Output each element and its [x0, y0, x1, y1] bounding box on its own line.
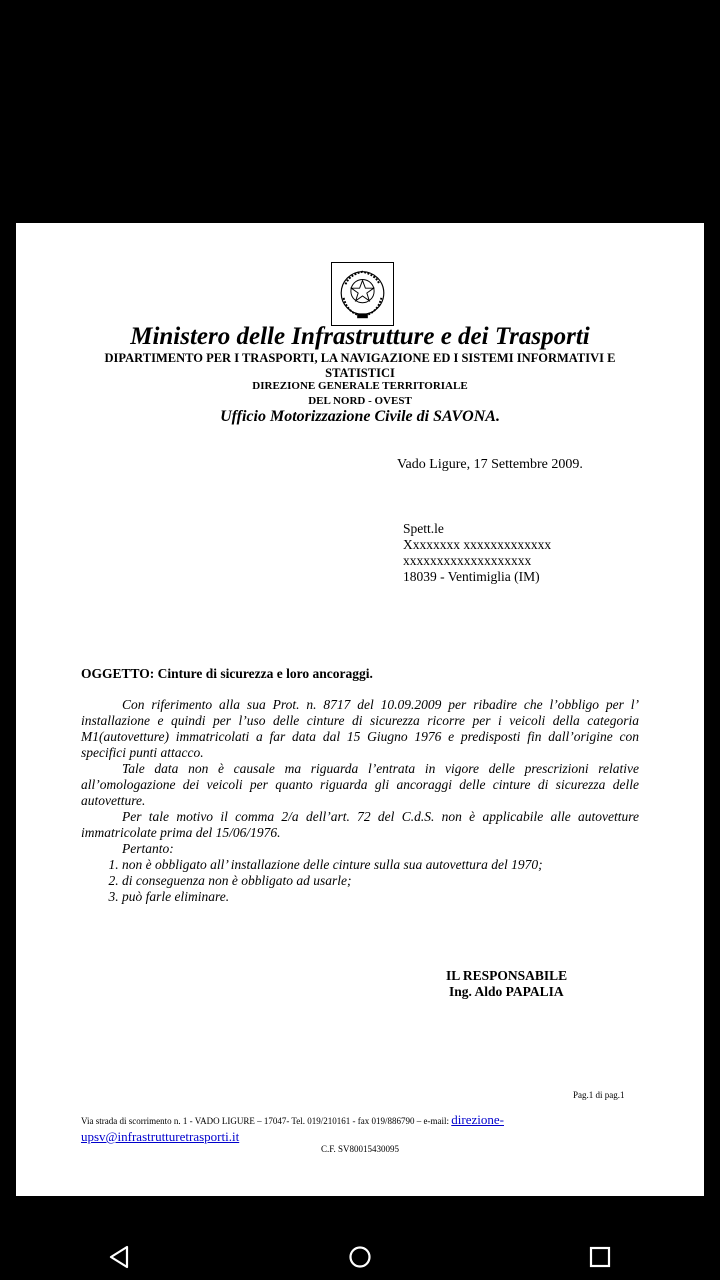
footer-address [81, 1112, 641, 1146]
letter-body [81, 697, 639, 905]
conclusion-list [81, 857, 639, 905]
letter-date: Vado Ligure, 17 Settembre 2009. [397, 457, 583, 472]
ministry-title: Ministero delle Infrastrutture e dei Trasporti [130, 323, 590, 350]
back-triangle-icon[interactable] [107, 1244, 133, 1270]
paragraph-1: Con riferimento alla sua Prot. n. 8717 del 10.09.2009 per ribadire che l’obbligo per l’ installazione e quindi per l’uso delle cinture di sicurezza ricorre per i veicoli della categoria M1(autovetture) immatricolati a far data dal 15 Giugno 1976 e predisposti fin dall’origine con specifici punti attacco. [81, 697, 639, 760]
paragraph-4: Pertanto: [122, 841, 174, 856]
recipient-street: xxxxxxxxxxxxxxxxxxx [403, 553, 532, 568]
list-item: 3. può farle eliminare. [122, 889, 639, 905]
recipient-salutation: Spett.le [403, 521, 444, 536]
footer-address-text: Via strada di scorrimento n. 1 - VADO LIGURE – 17047- Tel. 019/210161 - fax 019/886790 – e-mail: [81, 1116, 452, 1126]
home-circle-icon[interactable] [347, 1244, 373, 1270]
recipient-city: 18039 - Ventimiglia (IM) [403, 569, 540, 584]
recipient-name: Xxxxxxxx xxxxxxxxxxxxx [403, 537, 552, 552]
navigation-bar [0, 1232, 720, 1280]
paragraph-2: Tale data non è causale ma riguarda l’entrata in vigore delle prescrizioni relative all’omologazione dei veicoli per quanto riguarda gli ancoraggi delle cinture di sicurezza delle autovetture. [81, 761, 639, 808]
email-link-part2[interactable]: upsv@infrastrutturetrasporti.it [81, 1129, 240, 1144]
recents-square-icon[interactable] [587, 1244, 613, 1270]
email-link-part1[interactable]: direzione- [451, 1112, 504, 1127]
page-number: Pag.1 di pag.1 [573, 1090, 625, 1100]
signature-block [446, 968, 567, 1000]
direzione-name: DIREZIONE GENERALE TERRITORIALE [252, 380, 468, 392]
tax-code: C.F. SV80015430095 [320, 1144, 400, 1154]
recipient-address [403, 521, 551, 585]
subject-line: OGGETTO: Cinture di sicurezza e loro ancoraggi. [81, 666, 373, 681]
area-name: DEL NORD - OVEST [308, 395, 412, 407]
list-item: 2. di conseguenza non è obbligato ad usarle; [122, 873, 639, 889]
signature-name: Ing. Aldo PAPALIA [449, 984, 564, 999]
paragraph-3: Per tale motivo il comma 2/a dell’art. 72 del C.d.S. non è applicabile alle autovetture immatricolate prima del 15/06/1976. [81, 809, 639, 840]
signature-title: IL RESPONSABILE [446, 968, 568, 983]
list-item: 1. non è obbligato all’ installazione delle cinture sulla sua autovettura del 1970; [122, 857, 639, 873]
office-name: Ufficio Motorizzazione Civile di SAVONA. [220, 408, 500, 425]
italian-republic-emblem-icon [331, 262, 394, 326]
department-name: DIPARTIMENTO PER I TRASPORTI, LA NAVIGAZIONE ED I SISTEMI INFORMATIVI E STATISTICI [104, 351, 616, 380]
document-page [16, 223, 704, 1196]
